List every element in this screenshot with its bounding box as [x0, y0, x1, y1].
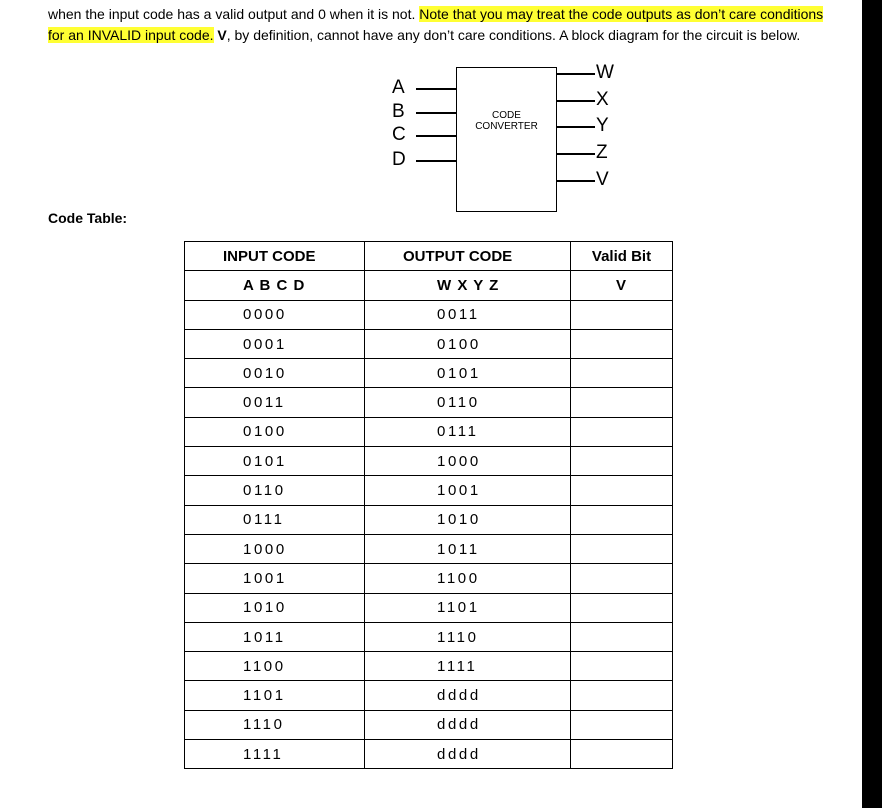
- output-code-cell: 0111: [365, 417, 571, 446]
- input-code-cell: 1111: [185, 740, 365, 769]
- output-wire-v: [557, 180, 595, 182]
- table-row: [185, 534, 673, 563]
- table-row: [185, 359, 673, 388]
- table-subheader-row: [185, 271, 673, 300]
- input-label-b: B: [392, 101, 405, 122]
- valid-bit-cell: [571, 710, 673, 739]
- valid-bit-cell: [571, 681, 673, 710]
- code-table-label: Code Table:: [48, 210, 128, 226]
- input-code-cell: 1000: [185, 534, 365, 563]
- valid-bit-cell: [571, 652, 673, 681]
- output-code-cell: 1010: [365, 505, 571, 534]
- valid-bit-cell: [571, 329, 673, 358]
- output-code-cell: 1110: [365, 622, 571, 651]
- table-row: [185, 417, 673, 446]
- output-code-cell: 1000: [365, 447, 571, 476]
- subheader-abcd: A B C D: [185, 271, 365, 300]
- input-code-cell: 1101: [185, 681, 365, 710]
- input-wire-d: [416, 160, 456, 162]
- input-code-cell: 1001: [185, 564, 365, 593]
- valid-bit-cell: [571, 300, 673, 329]
- code-converter-box: [456, 67, 557, 212]
- valid-bit-cell: [571, 534, 673, 563]
- table-row: [185, 710, 673, 739]
- output-label-v: V: [596, 169, 609, 190]
- input-code-cell: 0101: [185, 447, 365, 476]
- output-wire-z: [557, 153, 595, 155]
- highlighted-note: Note that you may treat the code outputs as don’t care conditions for an INVALID input code.: [48, 6, 824, 43]
- valid-bit-cell: [571, 447, 673, 476]
- header-valid-bit: Valid Bit: [571, 242, 673, 271]
- input-label-c: C: [392, 124, 406, 145]
- output-code-cell: 1011: [365, 534, 571, 563]
- input-label-d: D: [392, 149, 406, 170]
- input-wire-a: [416, 88, 456, 90]
- paragraph-text: when the input code has a valid output and 0 when it is not.: [48, 6, 420, 22]
- input-code-cell: 0100: [185, 417, 365, 446]
- valid-bit-cell: [571, 593, 673, 622]
- valid-bit-cell: [571, 740, 673, 769]
- output-code-cell: 0011: [365, 300, 571, 329]
- input-code-cell: 0000: [185, 300, 365, 329]
- input-code-cell: 1110: [185, 710, 365, 739]
- table-header-row: [185, 242, 673, 271]
- table-row: [185, 300, 673, 329]
- input-code-cell: 0010: [185, 359, 365, 388]
- header-output-code: OUTPUT CODE: [365, 242, 571, 271]
- subheader-wxyz: W X Y Z: [365, 271, 571, 300]
- code-table: [184, 241, 673, 769]
- subheader-v: V: [571, 271, 673, 300]
- input-code-cell: 1011: [185, 622, 365, 651]
- valid-bit-cell: [571, 505, 673, 534]
- valid-bit-cell: [571, 417, 673, 446]
- input-code-cell: 0001: [185, 329, 365, 358]
- table-row: [185, 681, 673, 710]
- output-code-cell: 1100: [365, 564, 571, 593]
- output-label-w: W: [596, 62, 614, 83]
- output-code-cell: dddd: [365, 740, 571, 769]
- output-code-cell: dddd: [365, 681, 571, 710]
- input-code-cell: 0011: [185, 388, 365, 417]
- table-row: [185, 593, 673, 622]
- valid-bit-symbol: V: [217, 26, 227, 43]
- valid-bit-cell: [571, 476, 673, 505]
- valid-bit-cell: [571, 622, 673, 651]
- header-input-code: INPUT CODE: [185, 242, 365, 271]
- intro-paragraph: [48, 4, 838, 45]
- code-converter-label: CODE CONVERTER: [475, 110, 538, 132]
- table-row: [185, 564, 673, 593]
- table-row: [185, 740, 673, 769]
- valid-bit-cell: [571, 564, 673, 593]
- input-code-cell: 1010: [185, 593, 365, 622]
- output-wire-w: [557, 73, 595, 75]
- block-diagram: [380, 62, 640, 222]
- table-row: [185, 476, 673, 505]
- table-row: [185, 652, 673, 681]
- table-row: [185, 505, 673, 534]
- input-code-cell: 0111: [185, 505, 365, 534]
- output-code-cell: 1101: [365, 593, 571, 622]
- output-label-x: X: [596, 89, 609, 110]
- output-label-y: Y: [596, 115, 609, 136]
- output-code-cell: 0101: [365, 359, 571, 388]
- output-code-cell: 0100: [365, 329, 571, 358]
- output-wire-x: [557, 100, 595, 102]
- input-wire-c: [416, 135, 456, 137]
- table-row: [185, 622, 673, 651]
- table-row: [185, 388, 673, 417]
- paragraph-text-end: , by definition, cannot have any don’t care conditions. A block diagram for the circuit is below.: [226, 26, 801, 43]
- output-code-cell: 1001: [365, 476, 571, 505]
- output-code-cell: 0110: [365, 388, 571, 417]
- output-label-z: Z: [596, 142, 608, 163]
- valid-bit-cell: [571, 388, 673, 417]
- input-code-cell: 1100: [185, 652, 365, 681]
- table-row: [185, 329, 673, 358]
- input-label-a: A: [392, 77, 405, 98]
- input-wire-b: [416, 112, 456, 114]
- output-code-cell: 1111: [365, 652, 571, 681]
- output-code-cell: dddd: [365, 710, 571, 739]
- table-row: [185, 447, 673, 476]
- input-code-cell: 0110: [185, 476, 365, 505]
- valid-bit-cell: [571, 359, 673, 388]
- output-wire-y: [557, 126, 595, 128]
